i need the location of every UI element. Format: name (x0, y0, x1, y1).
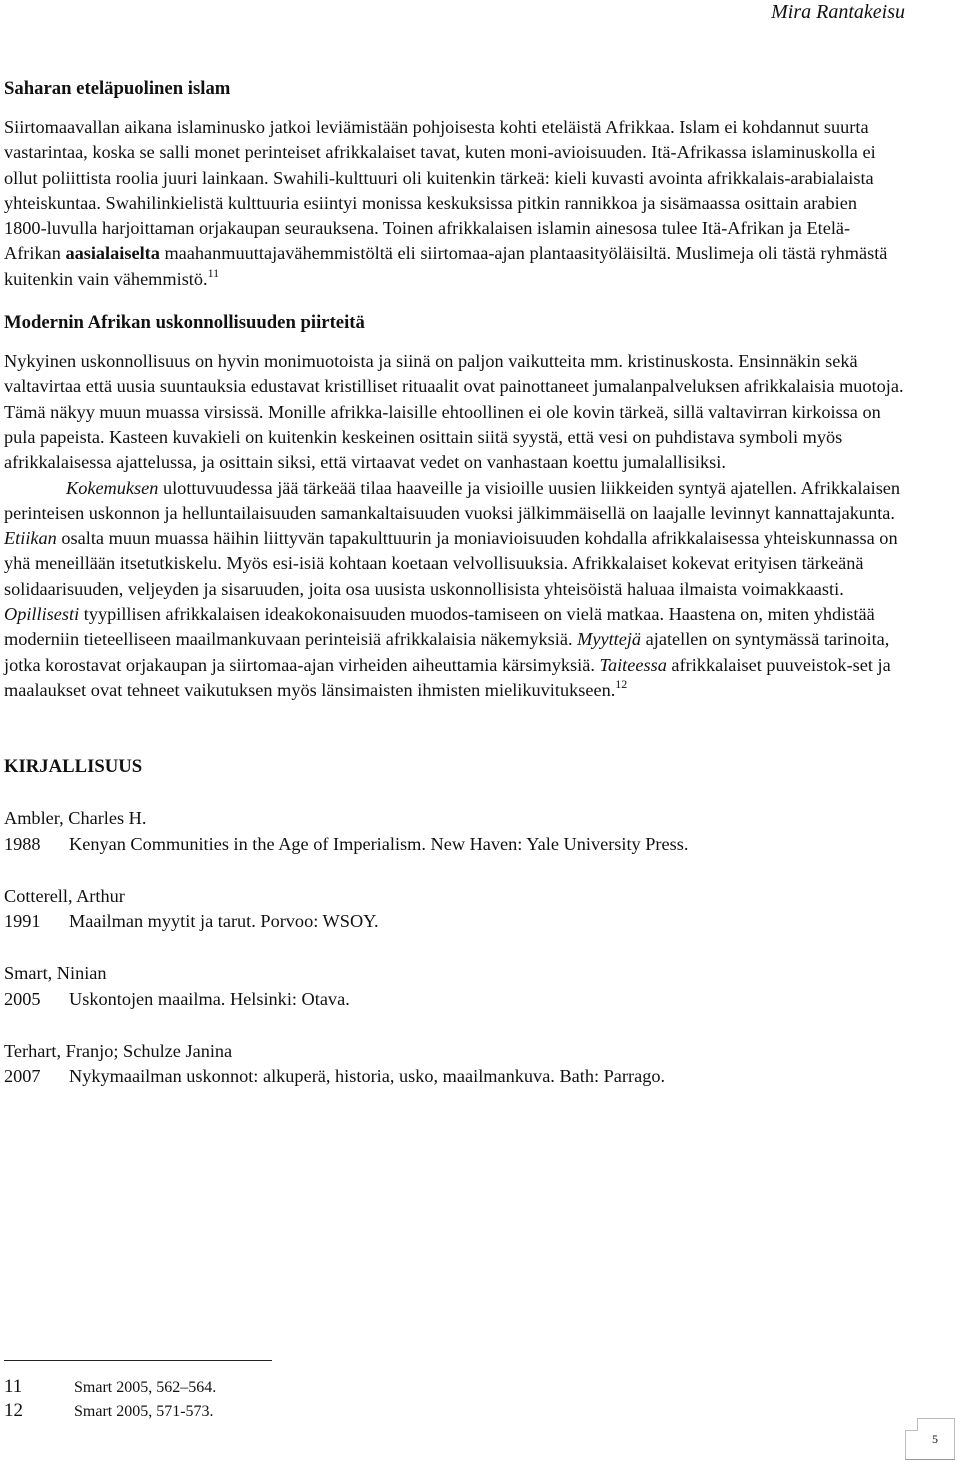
running-header-author: Mira Rantakeisu (771, 1, 905, 23)
italic-term: Taiteessa (599, 654, 667, 675)
paragraph-text: ulottuvuudessa jää tärkeää tilaa haaveille ja visioille uusien liikkeiden syntyä ajatellen. Afrikkalaisen perinteisen uskonnon ja helluntailaisuuden samankaltaisuuden vuoksi jälkimmäisellä on laajalle levinnyt kannattajakunta. (4, 477, 901, 523)
footnote-number: 12 (4, 1400, 23, 1421)
reference-line (4, 909, 904, 934)
reference-year: 1991 (4, 911, 41, 932)
page-number: 5 (932, 1432, 938, 1446)
paragraph-text: osalta muun muassa häihin liittyvän tapakulttuurin ja moniavioisuuden kohdalla afrikkalaisessa yhteiskunnassa on yhä meneillään itsetutkiskelu. Myös esi-isiä kohtaan koetaan velvollisuuksia. Afrikkalaiset kokevat erityisen tärkeänä solidaarisuuden, veljeyden ja sisaruuden, joita osa uusista uskonnollisista yhteisöistä haluaa ilmaista voimakkaasti. (4, 528, 898, 599)
page-number-box (905, 1418, 955, 1460)
footnote-ref-11[interactable]: 11 (207, 265, 220, 280)
reference-author: Ambler, Charles H. (4, 808, 147, 829)
footnote-separator (4, 1360, 272, 1361)
section-heading-modern: Modernin Afrikan uskonnollisuuden piirteitä (4, 312, 365, 334)
footnote-ref-12[interactable]: 12 (615, 676, 628, 691)
reference-line (4, 987, 904, 1012)
reference-entry (4, 961, 904, 1012)
reference-year: 2005 (4, 988, 41, 1009)
footnote-number: 11 (4, 1376, 23, 1397)
reference-title: Kenyan Communities in the Age of Imperialism. New Haven: Yale University Press. (69, 833, 689, 854)
reference-entry (4, 884, 904, 935)
footnote-text: Smart 2005, 562–564. (74, 1379, 217, 1396)
reference-entry (4, 806, 904, 857)
references-heading: KIRJALLISUUS (4, 756, 143, 778)
section-heading-islam: Saharan eteläpuolinen islam (4, 78, 231, 99)
reference-year: 1988 (4, 833, 41, 854)
reference-author: Smart, Ninian (4, 963, 107, 984)
italic-term: Kokemuksen (66, 477, 159, 498)
italic-term: Etiikan (4, 528, 57, 549)
paragraph-text: Siirtomaavallan aikana islaminusko jatkoi leviämistään pohjoisesta kohti eteläistä Afrikkaa. Islam ei kohdannut suurta vastarintaa, koska se salli monet perinteiset afrikkalaiset tavat, kuten moni-avioisuuden. Itä-Afrikassa islaminuskolla ei ollut poliittista roolia juuri lainkaan. Swahili-kulttuuri oli kuitenkin tärkeä: kieli kuvasti avointa afrikkalais-arabialaista yhteiskuntaa. Swahilinkielistä kulttuuria esiintyi monissa keskuksissa pitkin rannikkoa ja sisämaassa osittain arabien 1800-luvulla harjoittaman orjakaupan seurauksena. Toinen afrikkalaisen islamin ainesosa tulee Itä-Afrikan ja Etelä-Afrikan (4, 117, 876, 264)
reference-title: Uskontojen maailma. Helsinki: Otava. (69, 988, 350, 1009)
page-body (4, 76, 904, 1090)
paragraph-modern-2 (4, 476, 904, 704)
italic-term: Opillisesti (4, 604, 80, 625)
reference-title: Maailman myytit ja tarut. Porvoo: WSOY. (69, 911, 379, 932)
footnote-text: Smart 2005, 571-573. (74, 1403, 214, 1420)
reference-line (4, 832, 904, 857)
paragraph-modern-1: Nykyinen uskonnollisuus on hyvin monimuotoista ja siinä on paljon vaikutteita mm. kristinuskosta. Ensinnäkin sekä valtavirtaa että uusia suuntauksia edustavat kristilliset rituaalit ovat painottaneet jumalanpalveluksen afrikkalaisia muotoja. Tämä näkyy muun muassa virsissä. Monille afrikka-laisille ehtoollinen ei ole kovin tärkeä, sillä valtavirran kirkoissa on pula papeista. Kasteen kuvakieli on kuitenkin keskeinen osittain siitä syystä, että vesi on puhdistava symboli myös afrikkalaisessa ajattelussa, ja osittain siksi, että virtaavat vedet on vanhastaan koettu jumalallisiksi. (4, 351, 904, 473)
reference-year: 2007 (4, 1066, 41, 1087)
footnote-11 (4, 1375, 216, 1399)
paragraph-text: tyypillisen afrikkalaisen ideakokonaisuuden muodos-tamiseen on vielä matkaa. Haastena on, miten yhdistää moderniin tieteelliseen maailmankuvaan perinteisiä afrikkalaisia näkemyksiä. (4, 604, 875, 650)
paragraph-islam (4, 115, 904, 292)
reference-author: Cotterell, Arthur (4, 885, 125, 906)
bold-term: aasialaiselta (65, 243, 160, 264)
reference-author: Terhart, Franjo; Schulze Janina (4, 1041, 233, 1062)
paragraph-text: maahanmuuttajavähemmistöltä eli siirtomaa-ajan plantaasityöläisiltä. Muslimeja oli tästä ryhmästä kuitenkin vain vähemmistö. (4, 243, 888, 289)
reference-entry (4, 1039, 904, 1090)
footnotes (4, 1375, 216, 1423)
footnote-12 (4, 1399, 216, 1423)
reference-title: Nykymaailman uskonnot: alkuperä, historia, usko, maailmankuva. Bath: Parrago. (69, 1066, 666, 1087)
paragraph-text: afrikkalaiset puuveistok-set ja maalaukset ovat tehneet vaikutuksen myös länsimaisten ihmisten mielikuvitukseen. (4, 654, 891, 700)
italic-term: Myyttejä (577, 629, 642, 650)
paragraph-text: ajatellen on syntymässä tarinoita, jotka korostavat orjakaupan ja siirtomaa-ajan virheiden aiheuttamia kärsimyksiä. (4, 629, 890, 675)
reference-line (4, 1064, 904, 1089)
